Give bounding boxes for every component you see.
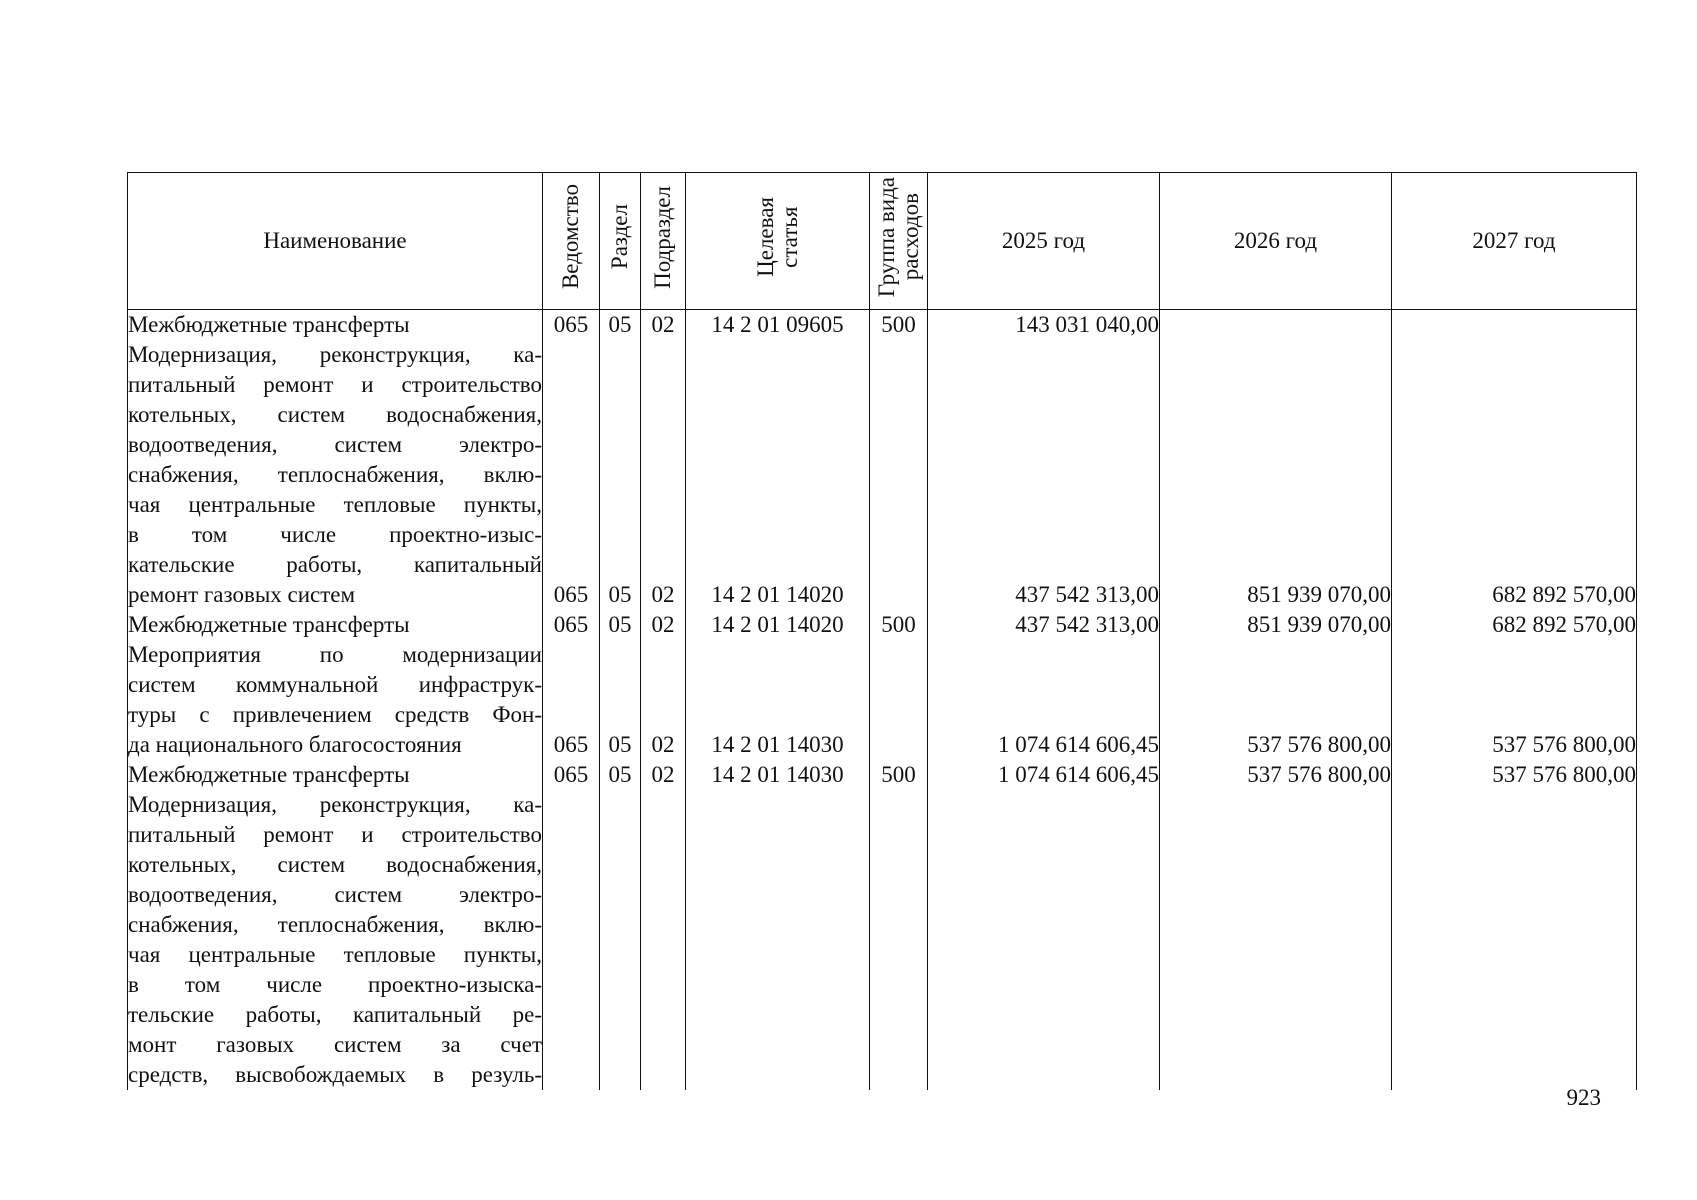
- row-name-line: питальный ремонт и строительство: [128, 822, 542, 847]
- row-name-line: Межбюджетные трансферты: [128, 612, 410, 637]
- row-name-line: котельных, систем водоснабжения,: [128, 402, 542, 427]
- row-name-line: ремонт газовых систем: [128, 582, 356, 607]
- cell-subsection: 02: [641, 310, 686, 341]
- budget-table: [127, 172, 1637, 1090]
- row-name: [128, 310, 543, 341]
- cell-2027: 537 576 800,00: [1392, 640, 1637, 760]
- header-name: Наименование: [128, 173, 543, 310]
- header-target: Целевая статья: [686, 173, 870, 310]
- row-name-line: в том числе проектно-изыска-: [128, 972, 542, 997]
- cell-group: 500: [870, 760, 928, 790]
- table-row: [128, 760, 1637, 790]
- header-2025: 2025 год: [928, 173, 1160, 310]
- cell-empty: [543, 790, 600, 1090]
- row-name-line: систем коммунальной инфраструк-: [128, 672, 542, 697]
- cell-dept: 065: [543, 760, 600, 790]
- row-name: [128, 760, 543, 790]
- row-name-line: питальный ремонт и строительство: [128, 372, 542, 397]
- cell-2025: 437 542 313,00: [928, 340, 1160, 610]
- header-2027: 2027 год: [1392, 173, 1637, 310]
- cell-dept: 065: [543, 610, 600, 640]
- cell-2026: 851 939 070,00: [1160, 610, 1392, 640]
- budget-table-container: [127, 172, 1636, 1090]
- header-subsection: Подраздел: [641, 173, 686, 310]
- row-name: [128, 340, 543, 610]
- cell-empty: [641, 790, 686, 1090]
- cell-group: 500: [870, 610, 928, 640]
- header-2026: 2026 год: [1160, 173, 1392, 310]
- cell-section: 05: [600, 610, 641, 640]
- row-name-line: монт газовых систем за счет: [128, 1032, 542, 1057]
- cell-2025: 1 074 614 606,45: [928, 640, 1160, 760]
- row-name-line: в том числе проектно-изыс-: [128, 522, 542, 547]
- cell-2025: 143 031 040,00: [928, 310, 1160, 341]
- cell-target: 14 2 01 14030: [686, 640, 870, 760]
- cell-2027: [1392, 310, 1637, 341]
- cell-group: [870, 640, 928, 760]
- row-name-line: туры с привлечением средств Фон-: [128, 702, 542, 727]
- cell-dept: 065: [543, 310, 600, 341]
- row-name: [128, 610, 543, 640]
- row-name-line: чая центральные тепловые пункты,: [128, 492, 542, 517]
- row-name-line: Межбюджетные трансферты: [128, 312, 410, 337]
- row-name-line: снабжения, теплоснабжения, вклю-: [128, 462, 542, 487]
- cell-empty: [600, 790, 641, 1090]
- row-name-line: снабжения, теплоснабжения, вклю-: [128, 912, 542, 937]
- cell-empty: [870, 790, 928, 1090]
- cell-2026: 851 939 070,00: [1160, 340, 1392, 610]
- cell-group: [870, 340, 928, 610]
- cell-target: 14 2 01 09605: [686, 310, 870, 341]
- cell-2026: 537 576 800,00: [1160, 640, 1392, 760]
- cell-group: 500: [870, 310, 928, 341]
- cell-empty: [928, 790, 1160, 1090]
- row-name-line: Модернизация, реконструкция, ка-: [128, 342, 542, 367]
- row-name-line: средств, высвобождаемых в резуль-: [128, 1062, 542, 1087]
- header-row: [128, 173, 1637, 310]
- cell-section: 05: [600, 340, 641, 610]
- row-name-line: тельские работы, капитальный ре-: [128, 1002, 542, 1027]
- cell-empty: [1160, 790, 1392, 1090]
- row-name-line: да национального благосостояния: [128, 732, 462, 757]
- table-row: [128, 610, 1637, 640]
- cell-target: 14 2 01 14020: [686, 610, 870, 640]
- table-row: [128, 640, 1637, 760]
- row-name: [128, 790, 543, 1090]
- cell-subsection: 02: [641, 610, 686, 640]
- cell-target: 14 2 01 14020: [686, 340, 870, 610]
- cell-2027: 682 892 570,00: [1392, 610, 1637, 640]
- cell-target: 14 2 01 14030: [686, 760, 870, 790]
- cell-2025: 1 074 614 606,45: [928, 760, 1160, 790]
- row-name-line: Мероприятия по модернизации: [128, 642, 542, 667]
- row-name-line: Модернизация, реконструкция, ка-: [128, 792, 542, 817]
- cell-2027: 682 892 570,00: [1392, 340, 1637, 610]
- table-row-continued: [128, 790, 1637, 1090]
- cell-section: 05: [600, 760, 641, 790]
- row-name-line: котельных, систем водоснабжения,: [128, 852, 542, 877]
- cell-subsection: 02: [641, 760, 686, 790]
- page-number: 923: [1566, 1085, 1601, 1110]
- cell-2025: 437 542 313,00: [928, 610, 1160, 640]
- row-name-line: водоотведения, систем электро-: [128, 882, 542, 907]
- cell-dept: 065: [543, 340, 600, 610]
- cell-2026: [1160, 310, 1392, 341]
- cell-empty: [686, 790, 870, 1090]
- table-body: [128, 310, 1637, 1091]
- row-name: [128, 640, 543, 760]
- header-section: Раздел: [600, 173, 641, 310]
- cell-subsection: 02: [641, 640, 686, 760]
- cell-section: 05: [600, 310, 641, 341]
- row-name-line: водоотведения, систем электро-: [128, 432, 542, 457]
- cell-section: 05: [600, 640, 641, 760]
- cell-dept: 065: [543, 640, 600, 760]
- cell-empty: [1392, 790, 1637, 1090]
- cell-2027: 537 576 800,00: [1392, 760, 1637, 790]
- cell-2026: 537 576 800,00: [1160, 760, 1392, 790]
- table-row: [128, 310, 1637, 341]
- row-name-line: чая центральные тепловые пункты,: [128, 942, 542, 967]
- header-group: Группа вида расходов: [870, 173, 928, 310]
- table-row: [128, 340, 1637, 610]
- header-dept: Ведомство: [543, 173, 600, 310]
- cell-subsection: 02: [641, 340, 686, 610]
- row-name-line: кательские работы, капитальный: [128, 552, 542, 577]
- row-name-line: Межбюджетные трансферты: [128, 762, 410, 787]
